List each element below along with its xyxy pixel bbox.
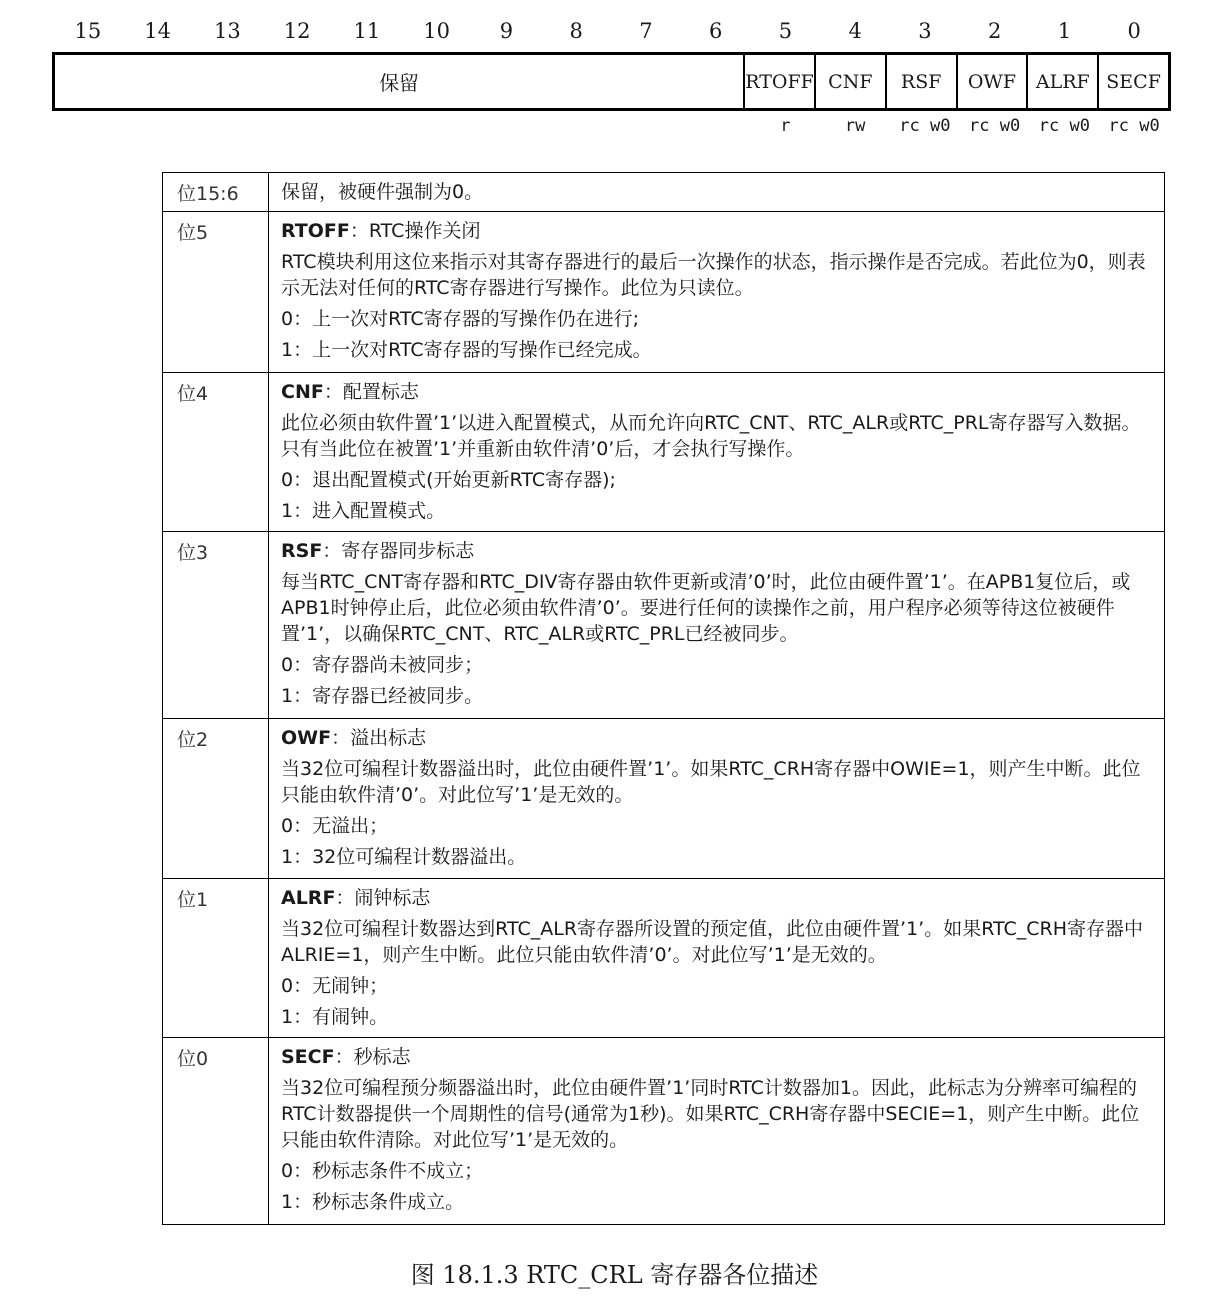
table-row xyxy=(163,532,1165,719)
field-title-text: ：秒标志 xyxy=(334,1046,411,1068)
bit-number: 8 xyxy=(569,19,583,43)
description-cell xyxy=(269,373,1165,532)
figure-caption: 图 18.1.3 RTC_CRL 寄存器各位描述 xyxy=(410,1261,819,1289)
value-1-description: 1：有闹钟。 xyxy=(281,1006,389,1028)
description-cell xyxy=(269,212,1165,373)
bit-label: 位3 xyxy=(163,532,269,719)
reserved-description: 保留，被硬件强制为0。 xyxy=(281,181,484,203)
field-title xyxy=(281,379,1152,405)
field-title xyxy=(281,218,1152,244)
table-row xyxy=(163,373,1165,532)
bit-number: 14 xyxy=(144,19,171,43)
bit-label: 位1 xyxy=(163,879,269,1038)
access-type: rc w0 xyxy=(899,116,951,136)
description-cell xyxy=(269,1038,1165,1225)
bit-number: 3 xyxy=(918,19,932,43)
table-row xyxy=(163,212,1165,373)
field-description: 此位必须由软件置’1’以进入配置模式，从而允许向RTC_CNT、RTC_ALR或RTC_PRL寄存器写入数据。只有当此位在被置’1’并重新由软件清’0’后，才会执行写操作。 xyxy=(281,412,1141,460)
value-0-description: 0：秒标志条件不成立； xyxy=(281,1160,484,1182)
field-title xyxy=(281,1044,1152,1070)
description-cell xyxy=(269,173,1165,212)
field-title-text: ：溢出标志 xyxy=(331,727,427,749)
access-spacer xyxy=(53,112,751,140)
field-title xyxy=(281,538,1152,564)
description-cell xyxy=(269,879,1165,1038)
bit-label: 位4 xyxy=(163,373,269,532)
value-1-description: 1：32位可编程计数器溢出。 xyxy=(281,846,527,868)
register-field-row xyxy=(52,52,1171,111)
field-name: CNF xyxy=(281,381,324,403)
value-0-description: 0：寄存器尚未被同步； xyxy=(281,654,484,676)
bit-number: 15 xyxy=(74,19,102,43)
access-type: r xyxy=(780,116,791,136)
field-alrf: ALRF xyxy=(1026,55,1097,108)
field-rtoff: RTOFF xyxy=(743,55,814,108)
value-1-description: 1：上一次对RTC寄存器的写操作已经完成。 xyxy=(281,339,652,361)
field-owf: OWF xyxy=(956,55,1027,108)
bit-number: 2 xyxy=(987,19,1002,43)
table-row xyxy=(163,719,1165,879)
bit-number: 13 xyxy=(214,19,241,43)
field-cnf: CNF xyxy=(814,55,885,108)
value-0-description: 0：上一次对RTC寄存器的写操作仍在进行; xyxy=(281,308,640,330)
bit-number: 11 xyxy=(353,19,381,43)
bit-number: 7 xyxy=(639,19,653,43)
field-title xyxy=(281,885,1152,911)
bit-label: 位0 xyxy=(163,1038,269,1225)
field-name: OWF xyxy=(281,727,332,749)
reserved-field: 保留 xyxy=(379,71,420,95)
access-type: rc w0 xyxy=(969,116,1021,136)
description-cell xyxy=(269,719,1165,879)
value-1-description: 1：秒标志条件成立。 xyxy=(281,1191,465,1213)
field-name: SECF xyxy=(281,1046,335,1068)
bit-number: 1 xyxy=(1057,19,1072,43)
table-row xyxy=(163,879,1165,1038)
value-0-description: 0：退出配置模式(开始更新RTC寄存器); xyxy=(281,469,616,491)
bit-number: 6 xyxy=(708,19,723,43)
access-type: rc w0 xyxy=(1038,116,1090,136)
bit-description-table xyxy=(162,172,1165,1225)
field-name: RSF xyxy=(281,540,323,562)
field-name: ALRF xyxy=(281,887,336,909)
value-0-description: 0：无闹钟； xyxy=(281,975,389,997)
bit-number-row xyxy=(53,14,1169,48)
field-secf: SECF xyxy=(1097,55,1168,108)
bit-label: 位15:6 xyxy=(163,173,269,212)
field-title xyxy=(281,725,1152,751)
bit-number: 5 xyxy=(778,19,793,43)
access-type: rc w0 xyxy=(1108,116,1160,136)
value-1-description: 1：进入配置模式。 xyxy=(281,500,446,522)
field-title-text: ：闹钟标志 xyxy=(335,887,431,909)
field-title-text: ：寄存器同步标志 xyxy=(322,540,475,562)
bit-number: 0 xyxy=(1127,19,1141,43)
access-type: rw xyxy=(844,116,866,136)
field-title-text: ：RTC操作关闭 xyxy=(349,220,481,242)
value-1-description: 1：寄存器已经被同步。 xyxy=(281,685,484,707)
value-0-description: 0：无溢出； xyxy=(281,815,389,837)
bit-label: 位5 xyxy=(163,212,269,373)
field-description: RTC模块利用这位来指示对其寄存器进行的最后一次操作的状态，指示操作是否完成。若此位为0，则表示无法对任何的RTC寄存器进行写操作。此位为只读位。 xyxy=(281,251,1146,299)
field-rsf: RSF xyxy=(885,55,956,108)
bit-number: 10 xyxy=(423,19,450,43)
field-description: 当32位可编程计数器溢出时，此位由硬件置’1’。如果RTC_CRH寄存器中OWIE=1，则产生中断。此位只能由软件清’0’。对此位写’1’是无效的。 xyxy=(281,758,1141,806)
bit-number: 12 xyxy=(283,19,311,43)
field-description: 当32位可编程预分频器溢出时，此位由硬件置’1’同时RTC计数器加1。因此，此标志为分辨率可编程的RTC计数器提供一个周期性的信号(通常为1秒)。如果RTC_CRH寄存器中SECIE=1，则产生中断。此位只能由软件清除。对此位写’1’是无效的。 xyxy=(281,1077,1140,1151)
bit-label: 位2 xyxy=(163,719,269,879)
description-cell xyxy=(269,532,1165,719)
table-row xyxy=(163,1038,1165,1225)
access-type-row xyxy=(53,112,1169,140)
bit-number: 9 xyxy=(499,19,514,43)
field-description: 每当RTC_CNT寄存器和RTC_DIV寄存器由软件更新或清’0’时，此位由硬件置’1’。在APB1复位后，或APB1时钟停止后，此位必须由软件清’0’。要进行任何的读操作之前，用户程序必须等待这位被硬件置’1’，以确保RTC_CNT、RTC_ALR或RTC_PRL已经被同步。 xyxy=(281,571,1131,645)
field-name: RTOFF xyxy=(281,220,350,242)
table-row xyxy=(163,173,1165,212)
bit-number: 4 xyxy=(848,19,862,43)
field-title-text: ：配置标志 xyxy=(323,381,419,403)
field-description: 当32位可编程计数器达到RTC_ALR寄存器所设置的预定值，此位由硬件置’1’。如果RTC_CRH寄存器中ALRIE=1，则产生中断。此位只能由软件清’0’。对此位写’1’是无效的。 xyxy=(281,918,1144,966)
